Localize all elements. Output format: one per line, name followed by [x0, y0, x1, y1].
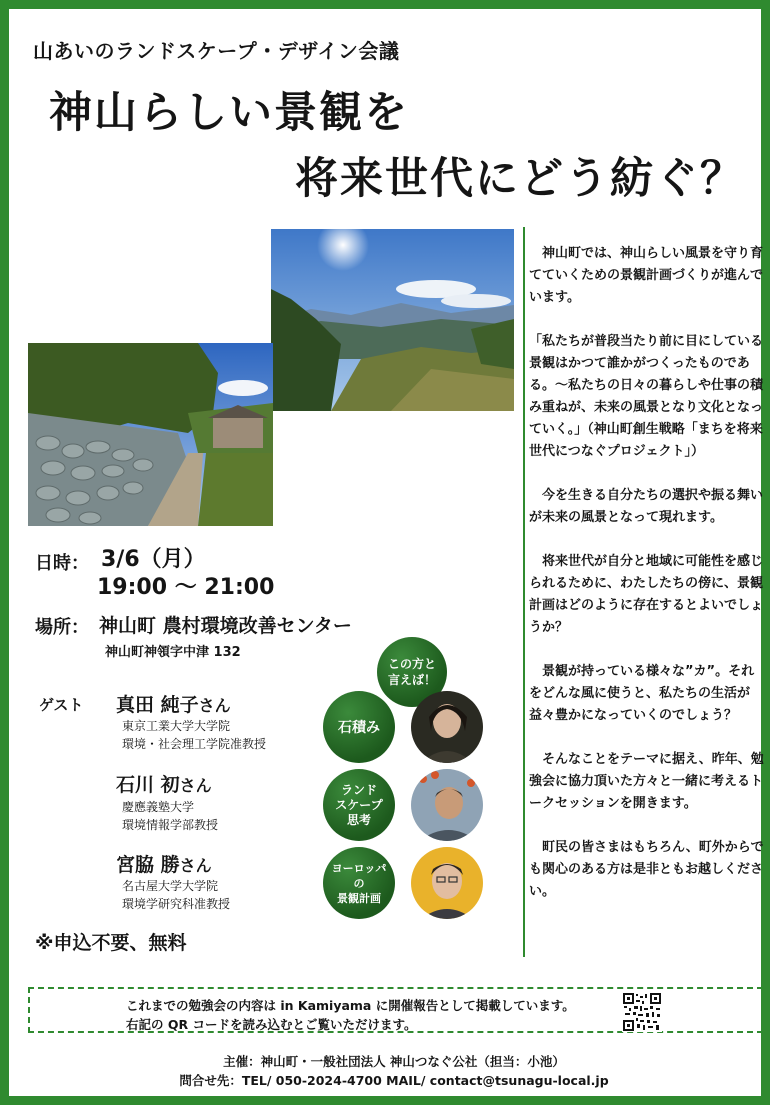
description-column: [529, 243, 765, 925]
guest-name-3: 宮脇 勝さん: [116, 854, 212, 876]
guest-affiliation-3b: 環境学研究科准教授: [122, 897, 231, 911]
guest-label: ゲスト: [39, 696, 84, 714]
description-paragraph-2: 「私たちが普段当たり前に目にしている景観はかつて誰かがつくったものである。～私たちの日々の暮らしや仕事の積み重ねが、未来の風景となり文化となっていく。」（神山町創生戦略「まちを将来世代につなぐプロジェクト」）: [529, 334, 764, 459]
qr-code-icon[interactable]: [622, 992, 662, 1032]
guest-portrait-2: [411, 769, 483, 841]
guest-affiliation-2a: 慶應義塾大学: [122, 800, 195, 814]
column-divider: [523, 227, 525, 957]
notice-line-1: これまでの勉強会の内容は in Kamiyama に開催報告として掲載しています。: [126, 998, 575, 1013]
date-label: 日時：: [35, 553, 89, 574]
description-paragraph-1: 神山町では、神山らしい風景を守り育てていくための景観計画づくりが進んでいます。: [529, 246, 764, 305]
organizer-line: 主催：神山町・一般社団法人 神山つなぐ公社（担当：小池）: [223, 1054, 565, 1069]
guest-affiliation-1b: 環境・社会理工学院准教授: [122, 737, 267, 751]
description-paragraph-5: 景観が持っている様々な”カ”。それをどんな風に使うと、私たちの生活が益々豊かになっていくのでしょう？: [529, 664, 755, 723]
guest-affiliation-2b: 環境情報学部教授: [122, 818, 219, 832]
description-paragraph-3: 今を生きる自分たちの選択や振る舞いが未来の風景となって現れます。: [529, 488, 764, 525]
stone-wall-path-photo: [28, 343, 273, 526]
description-paragraph-7: 町民の皆さまはもちろん、町外からでも関心のある方は是非ともお越しください。: [529, 840, 764, 899]
main-title-line1: 神山らしい景観を: [49, 88, 409, 138]
guest-affiliation-1a: 東京工業大学大学院: [122, 719, 231, 733]
mountain-landscape-photo: [271, 229, 514, 411]
guest-portrait-1: [411, 691, 483, 763]
venue-address: 神山町神領字中津 132: [105, 645, 241, 660]
guest-portrait-3: [411, 847, 483, 919]
guest-affiliation-3a: 名古屋大学大学院: [122, 879, 219, 893]
event-series-title: 山あいのランドスケープ・デザイン会議: [33, 39, 400, 63]
guest-name-2: 石川 初さん: [116, 774, 212, 796]
keyword-circle-3: ヨーロッパ の 景観計画: [323, 847, 395, 919]
keyword-circle-1: 石積み: [323, 691, 395, 763]
notice-text: [126, 996, 575, 1034]
keyword-circle-2: ランド スケープ 思考: [323, 769, 395, 841]
contact-line: 問合せ先：TEL/ 050-2024-4700 MAIL/ contact@tsunagu-local.jp: [179, 1073, 609, 1088]
callout-circle: この方と 言えば！: [377, 637, 447, 707]
description-paragraph-6: そんなことをテーマに据え、昨年、勉強会に協力頂いた方々と一緒に考えるトークセッションを開きます。: [529, 752, 764, 811]
free-admission-note: ※申込不要、無料: [35, 932, 187, 954]
guest-name-1: 真田 純子さん: [116, 694, 231, 716]
event-time: 19:00 ～ 21:00: [97, 575, 275, 600]
place-label: 場所：: [35, 617, 89, 638]
event-venue: 神山町 農村環境改善センター: [99, 615, 352, 637]
main-title-line2: 将来世代にどう紡ぐ？: [295, 154, 745, 204]
notice-line-2: 右記の QR コードを読み込むとご覧いただけます。: [126, 1017, 417, 1032]
description-paragraph-4: 将来世代が自分と地域に可能性を感じられるために、わたしたちの傍に、景観計画はどのように存在するとよいでしょうか？: [529, 554, 764, 635]
report-notice-box: [28, 987, 763, 1033]
event-date: 3/6（月）: [101, 547, 206, 572]
